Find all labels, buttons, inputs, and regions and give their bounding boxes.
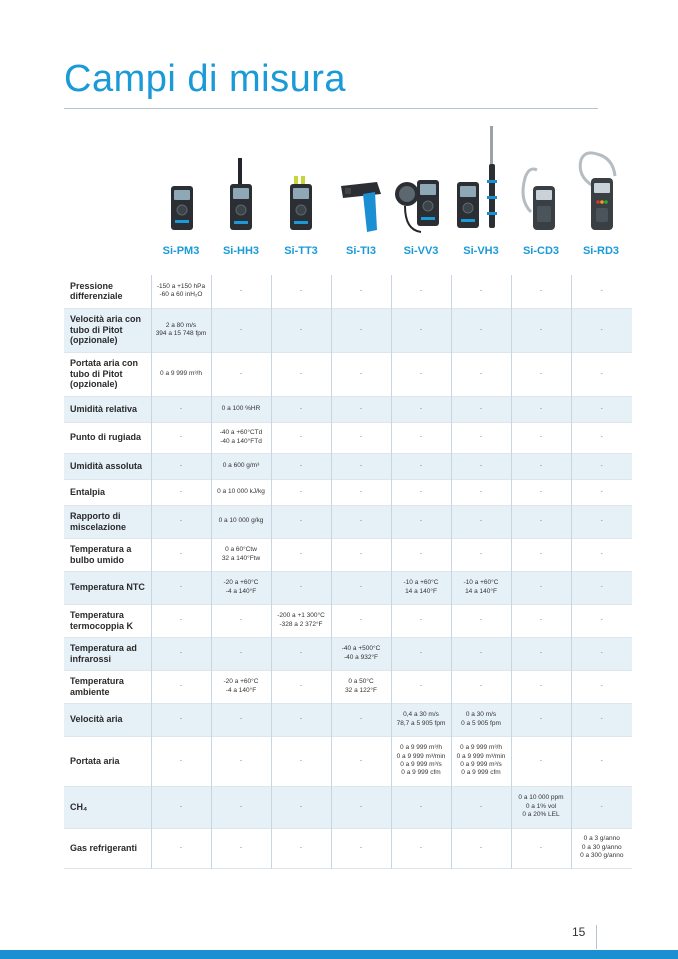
- table-cell: -: [331, 571, 391, 604]
- table-cell: -: [391, 505, 451, 538]
- row-label: Temperatura NTC: [64, 571, 151, 604]
- table-cell: -: [451, 275, 511, 308]
- measurement-range-table: [64, 275, 632, 869]
- table-row: [64, 352, 632, 396]
- table-cell: -: [511, 479, 571, 505]
- table-cell: 0 a 9 999 m³/h: [151, 352, 211, 396]
- table-cell: -: [511, 637, 571, 670]
- table-cell: -10 a +60°C 14 a 140°F: [451, 571, 511, 604]
- product-name: Si-PM3: [162, 245, 200, 257]
- table-cell: -: [391, 786, 451, 828]
- table-cell: 0,4 a 30 m/s 78,7 a 5 905 fpm: [391, 703, 451, 736]
- table-cell: -: [571, 275, 632, 308]
- table-cell: 0 a 10 000 g/kg: [211, 505, 271, 538]
- table-cell: -: [211, 275, 271, 308]
- row-label: Punto di rugiada: [70, 432, 141, 443]
- product-gallery: [151, 120, 632, 265]
- table-cell: -: [331, 604, 391, 637]
- row-label: Portata aria con tubo di Pitot (opzionale): [70, 358, 139, 390]
- table-cell: -: [511, 828, 571, 868]
- row-label: Gas refrigeranti: [70, 842, 138, 853]
- table-cell: -: [211, 637, 271, 670]
- table-cell: -: [451, 422, 511, 453]
- product-name: Si-CD3: [522, 245, 560, 257]
- table-cell: -: [391, 396, 451, 422]
- table-cell: -: [331, 703, 391, 736]
- table-cell: -: [331, 786, 391, 828]
- row-label: Pressione differenziale: [70, 280, 123, 302]
- table-cell: -: [391, 275, 451, 308]
- humidity-probe-meter-icon: [211, 120, 271, 238]
- table-cell: -: [391, 422, 451, 453]
- table-cell: -: [151, 479, 211, 505]
- table-cell: -: [331, 505, 391, 538]
- table-row: [64, 422, 632, 453]
- table-cell: -: [571, 396, 632, 422]
- table-row: [64, 786, 632, 828]
- table-cell: -: [451, 308, 511, 352]
- row-label: Temperatura a bulbo umido: [70, 544, 132, 565]
- table-cell: -: [271, 736, 331, 786]
- hotwire-anemometer-icon: [451, 120, 511, 238]
- table-cell: 0 a 30 m/s 0 a 5 905 fpm: [451, 703, 511, 736]
- table-cell: -: [391, 670, 451, 703]
- table-cell: -: [511, 703, 571, 736]
- table-cell: -: [331, 538, 391, 571]
- table-cell: -: [211, 786, 271, 828]
- table-cell: -: [571, 703, 632, 736]
- table-cell: -: [271, 571, 331, 604]
- row-label: Temperatura ambiente: [70, 676, 124, 697]
- table-cell: -: [151, 604, 211, 637]
- table-cell: -: [331, 736, 391, 786]
- product-si-ti3: [331, 120, 391, 265]
- table-cell: -: [451, 505, 511, 538]
- table-cell: -200 a +1 300°C -328 a 2 372°F: [271, 604, 331, 637]
- table-cell: -: [151, 786, 211, 828]
- row-label: Velocità aria con tubo di Pitot (opzionale): [64, 308, 151, 352]
- table-cell: -10 a +60°C 14 a 140°F: [391, 571, 451, 604]
- table-cell: -: [271, 422, 331, 453]
- table-cell: -: [271, 828, 331, 868]
- table-cell: -: [511, 505, 571, 538]
- table-cell: -: [151, 538, 211, 571]
- product-si-hh3: [211, 120, 271, 265]
- page-number-divider: [596, 925, 597, 949]
- table-cell: -: [511, 453, 571, 479]
- table-cell: -: [451, 352, 511, 396]
- table-cell: -: [451, 828, 511, 868]
- table-cell: 0 a 10 000 ppm 0 a 1% vol 0 a 20% LEL: [511, 786, 571, 828]
- product-si-rd3: [571, 120, 631, 265]
- table-row: [64, 275, 632, 308]
- table-row: [64, 637, 632, 670]
- table-cell: -: [391, 604, 451, 637]
- table-cell: -: [571, 670, 632, 703]
- table-cell: -: [391, 479, 451, 505]
- table-cell: -: [511, 422, 571, 453]
- product-name: Si-RD3: [582, 245, 620, 257]
- product-si-vv3: [391, 120, 451, 265]
- table-cell: -: [511, 275, 571, 308]
- table-row: [64, 670, 632, 703]
- table-cell: -: [571, 479, 632, 505]
- table-cell: -: [571, 308, 632, 352]
- table-row: [64, 703, 632, 736]
- table-row: [64, 453, 632, 479]
- table-cell: -: [271, 505, 331, 538]
- table-cell: 0 a 9 999 m³/h 0 a 9 999 m³/min 0 a 9 999 m³/s 0 a 9 999 cfm: [451, 736, 511, 786]
- table-cell: -150 a +150 hPa -60 a 60 inH₂O: [151, 275, 211, 308]
- table-cell: -: [151, 422, 211, 453]
- table-cell: -: [571, 736, 632, 786]
- table-cell: -: [571, 505, 632, 538]
- table-cell: -: [511, 604, 571, 637]
- table-cell: -: [571, 786, 632, 828]
- table-cell: -: [271, 308, 331, 352]
- table-cell: -40 a +60°CTd -40 a 140°FTd: [211, 422, 271, 453]
- table-cell: -: [271, 275, 331, 308]
- row-label: Temperatura ad infrarossi: [64, 637, 151, 670]
- vane-anemometer-icon: [391, 120, 451, 238]
- table-cell: -: [271, 538, 331, 571]
- table-row: [64, 396, 632, 422]
- table-cell: -: [151, 670, 211, 703]
- combustible-gas-detector-icon: [511, 120, 571, 238]
- table-cell: -: [511, 352, 571, 396]
- handheld-meter-icon: [151, 120, 211, 238]
- table-cell: -: [211, 308, 271, 352]
- product-name: Si-TI3: [346, 245, 376, 257]
- table-cell: 0 a 600 g/m³: [211, 453, 271, 479]
- row-label: Velocità aria: [64, 703, 151, 736]
- row-label: Entalpia: [70, 486, 106, 497]
- row-label: Portata aria: [70, 755, 120, 766]
- table-cell: 0 a 50°C 32 a 122°F: [331, 670, 391, 703]
- row-label: Rapporto di miscelazione: [64, 505, 151, 538]
- row-label: CH₄: [64, 786, 151, 828]
- table-cell: -: [391, 352, 451, 396]
- table-cell: -: [511, 670, 571, 703]
- table-cell: -: [271, 396, 331, 422]
- table-cell: -40 a +500°C -40 a 932°F: [331, 637, 391, 670]
- table-cell: -: [571, 352, 632, 396]
- product-name: Si-HH3: [222, 245, 260, 257]
- table-cell: -: [391, 538, 451, 571]
- table-cell: 0 a 9 999 m³/h 0 a 9 999 m³/min 0 a 9 999 m³/s 0 a 9 999 cfm: [391, 736, 451, 786]
- table-cell: 0 a 100 %HR: [211, 396, 271, 422]
- table-cell: -: [211, 703, 271, 736]
- table-cell: 0 a 10 000 kJ/kg: [211, 479, 271, 505]
- table-cell: -: [271, 479, 331, 505]
- table-cell: -: [451, 786, 511, 828]
- table-row: [64, 604, 632, 637]
- refrigerant-leak-detector-icon: [571, 120, 631, 238]
- table-cell: -: [331, 352, 391, 396]
- table-cell: -: [571, 453, 632, 479]
- table-row: [64, 736, 632, 786]
- row-label: Umidità relativa: [64, 396, 151, 422]
- row-label: Umidità assoluta: [64, 453, 151, 479]
- table-cell: -: [451, 479, 511, 505]
- table-row: [64, 505, 632, 538]
- infrared-thermometer-icon: [331, 120, 391, 238]
- table-cell: -: [271, 670, 331, 703]
- table-cell: -: [451, 604, 511, 637]
- table-cell: -: [151, 736, 211, 786]
- table-cell: -: [511, 308, 571, 352]
- table-cell: -: [331, 308, 391, 352]
- product-si-cd3: [511, 120, 571, 265]
- thermocouple-meter-icon: [271, 120, 331, 238]
- title-divider: [64, 108, 598, 109]
- table-cell: -: [331, 828, 391, 868]
- product-name: Si-VH3: [463, 245, 499, 257]
- product-name: Si-TT3: [284, 245, 318, 257]
- table-cell: -: [151, 571, 211, 604]
- table-cell: -: [211, 736, 271, 786]
- table-cell: -: [271, 637, 331, 670]
- table-cell: -: [151, 637, 211, 670]
- table-cell: 2 a 80 m/s 394 a 15 748 fpm: [151, 308, 211, 352]
- table-cell: -: [391, 453, 451, 479]
- table-cell: -: [151, 396, 211, 422]
- table-cell: -: [511, 538, 571, 571]
- product-name: Si-VV3: [403, 245, 439, 257]
- table-row: [64, 538, 632, 571]
- table-cell: -: [151, 828, 211, 868]
- product-si-tt3: [271, 120, 331, 265]
- table-body: [64, 275, 632, 868]
- table-row: [64, 571, 632, 604]
- table-cell: -: [151, 703, 211, 736]
- table-cell: -: [211, 352, 271, 396]
- table-cell: -: [451, 396, 511, 422]
- table-cell: -: [511, 571, 571, 604]
- table-cell: -: [271, 703, 331, 736]
- table-cell: -: [271, 352, 331, 396]
- table-cell: -: [211, 828, 271, 868]
- table-cell: -: [151, 505, 211, 538]
- table-cell: -: [451, 538, 511, 571]
- product-si-pm3: [151, 120, 211, 265]
- table-cell: -: [151, 453, 211, 479]
- table-cell: -: [451, 453, 511, 479]
- table-cell: -: [451, 670, 511, 703]
- table-cell: -: [571, 571, 632, 604]
- table-cell: -: [511, 736, 571, 786]
- table-cell: -: [271, 786, 331, 828]
- table-cell: -: [331, 453, 391, 479]
- row-label: Temperatura termocoppia K: [70, 610, 134, 631]
- table-cell: -: [391, 828, 451, 868]
- table-cell: -: [331, 396, 391, 422]
- table-cell: 0 a 60°Ctw 32 a 140°Ftw: [211, 538, 271, 571]
- table-row: [64, 828, 632, 868]
- table-cell: -: [571, 538, 632, 571]
- table-row: [64, 308, 632, 352]
- table-row: [64, 479, 632, 505]
- table-cell: -: [331, 275, 391, 308]
- table-cell: 0 a 3 g/anno 0 a 30 g/anno 0 a 300 g/anno: [571, 828, 632, 868]
- table-cell: -: [451, 637, 511, 670]
- table-cell: -: [271, 453, 331, 479]
- page-number: 15: [572, 925, 586, 939]
- page-title: Campi di misura: [64, 58, 347, 100]
- table-cell: -: [331, 422, 391, 453]
- table-cell: -: [391, 637, 451, 670]
- table-cell: -: [211, 604, 271, 637]
- table-cell: -: [511, 396, 571, 422]
- table-cell: -20 a +60°C -4 a 140°F: [211, 670, 271, 703]
- product-si-vh3: [451, 120, 511, 265]
- table-cell: -: [571, 604, 632, 637]
- table-cell: -: [391, 308, 451, 352]
- table-cell: -: [571, 637, 632, 670]
- table-cell: -: [571, 422, 632, 453]
- footer-accent-bar: [0, 950, 678, 959]
- table-cell: -: [331, 479, 391, 505]
- table-cell: -20 a +60°C -4 a 140°F: [211, 571, 271, 604]
